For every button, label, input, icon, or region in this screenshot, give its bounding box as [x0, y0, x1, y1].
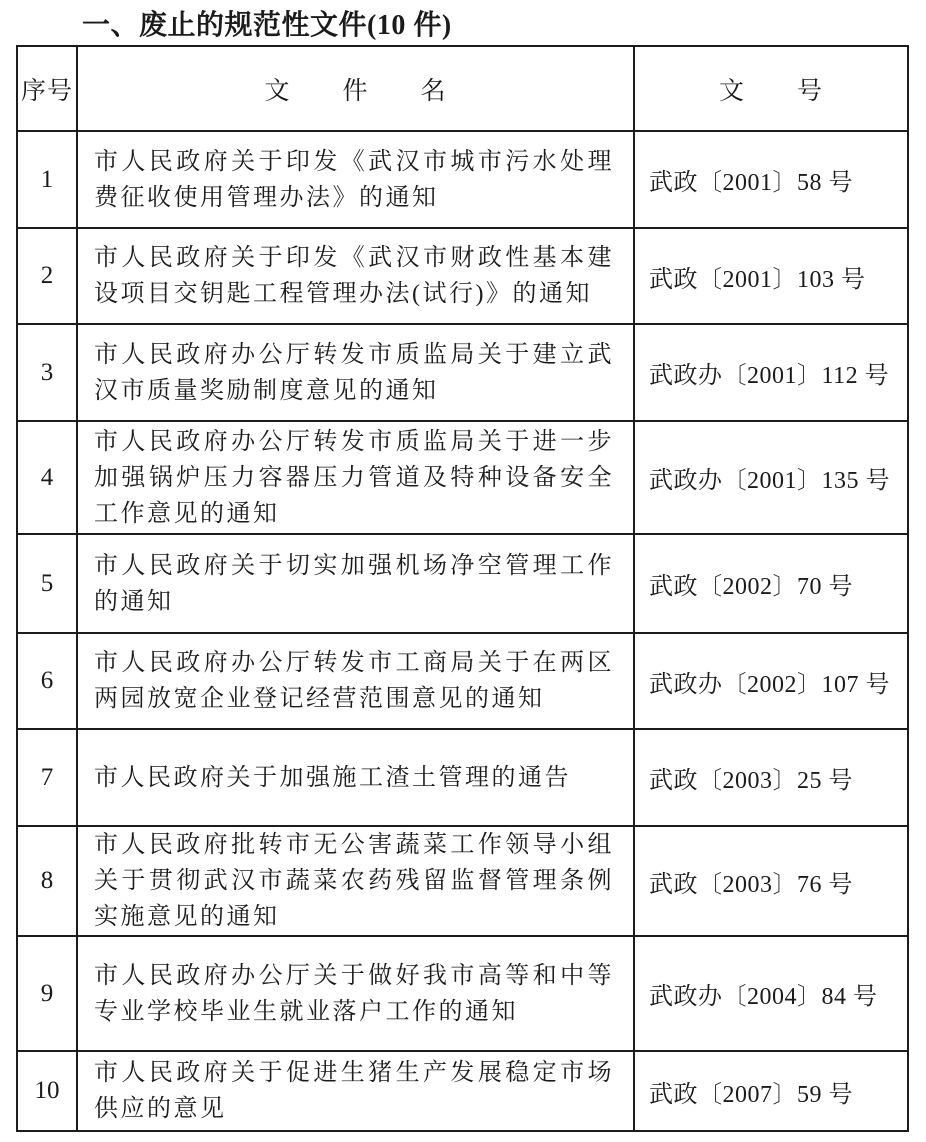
header-document-number: 文 号: [634, 46, 908, 131]
row-document-name: 市人民政府办公厅转发市工商局关于在两区两园放宽企业登记经营范围意见的通知: [77, 633, 634, 729]
table-row: [17, 534, 908, 633]
row-document-name: 市人民政府关于印发《武汉市财政性基本建设项目交钥匙工程管理办法(试行)》的通知: [77, 228, 634, 324]
row-serial-number: 1: [17, 131, 77, 228]
row-serial-number: 3: [17, 324, 77, 421]
table-row: [17, 228, 908, 324]
table-header-row: [17, 46, 908, 131]
row-document-name: 市人民政府办公厅转发市质监局关于建立武汉市质量奖励制度意见的通知: [77, 324, 634, 421]
row-document-number: 武政〔2003〕25 号: [634, 729, 908, 826]
table-row: [17, 633, 908, 729]
row-document-number: 武政〔2002〕70 号: [634, 534, 908, 633]
row-document-name: 市人民政府关于加强施工渣土管理的通告: [77, 729, 634, 826]
page-title: 一、废止的规范性文件(10 件): [82, 10, 452, 41]
row-serial-number: 10: [17, 1051, 77, 1131]
row-document-number: 武政〔2001〕103 号: [634, 228, 908, 324]
table-row: [17, 826, 908, 936]
row-document-name: 市人民政府关于促进生猪生产发展稳定市场供应的意见: [77, 1051, 634, 1131]
table-row: [17, 936, 908, 1051]
repealed-documents-table: [16, 45, 909, 1132]
table-row: [17, 421, 908, 534]
row-document-name: 市人民政府办公厅转发市质监局关于进一步加强锅炉压力容器压力管道及特种设备安全工作意见的通知: [77, 421, 634, 534]
table-row: [17, 1051, 908, 1131]
row-document-number: 武政〔2003〕76 号: [634, 826, 908, 936]
row-document-number: 武政办〔2004〕84 号: [634, 936, 908, 1051]
row-document-name: 市人民政府办公厅关于做好我市高等和中等专业学校毕业生就业落户工作的通知: [77, 936, 634, 1051]
row-serial-number: 9: [17, 936, 77, 1051]
row-document-number: 武政办〔2002〕107 号: [634, 633, 908, 729]
row-serial-number: 2: [17, 228, 77, 324]
table-row: [17, 729, 908, 826]
table-row: [17, 324, 908, 421]
row-serial-number: 5: [17, 534, 77, 633]
row-document-number: 武政〔2007〕59 号: [634, 1051, 908, 1131]
row-serial-number: 4: [17, 421, 77, 534]
row-serial-number: 7: [17, 729, 77, 826]
header-serial-number: 序号: [17, 46, 77, 131]
row-document-name: 市人民政府关于印发《武汉市城市污水处理费征收使用管理办法》的通知: [77, 131, 634, 228]
header-document-name: 文 件 名: [77, 46, 634, 131]
row-serial-number: 6: [17, 633, 77, 729]
row-serial-number: 8: [17, 826, 77, 936]
row-document-name: 市人民政府关于切实加强机场净空管理工作的通知: [77, 534, 634, 633]
row-document-name: 市人民政府批转市无公害蔬菜工作领导小组关于贯彻武汉市蔬菜农药残留监督管理条例实施意见的通知: [77, 826, 634, 936]
row-document-number: 武政办〔2001〕135 号: [634, 421, 908, 534]
table-row: [17, 131, 908, 228]
row-document-number: 武政办〔2001〕112 号: [634, 324, 908, 421]
row-document-number: 武政〔2001〕58 号: [634, 131, 908, 228]
